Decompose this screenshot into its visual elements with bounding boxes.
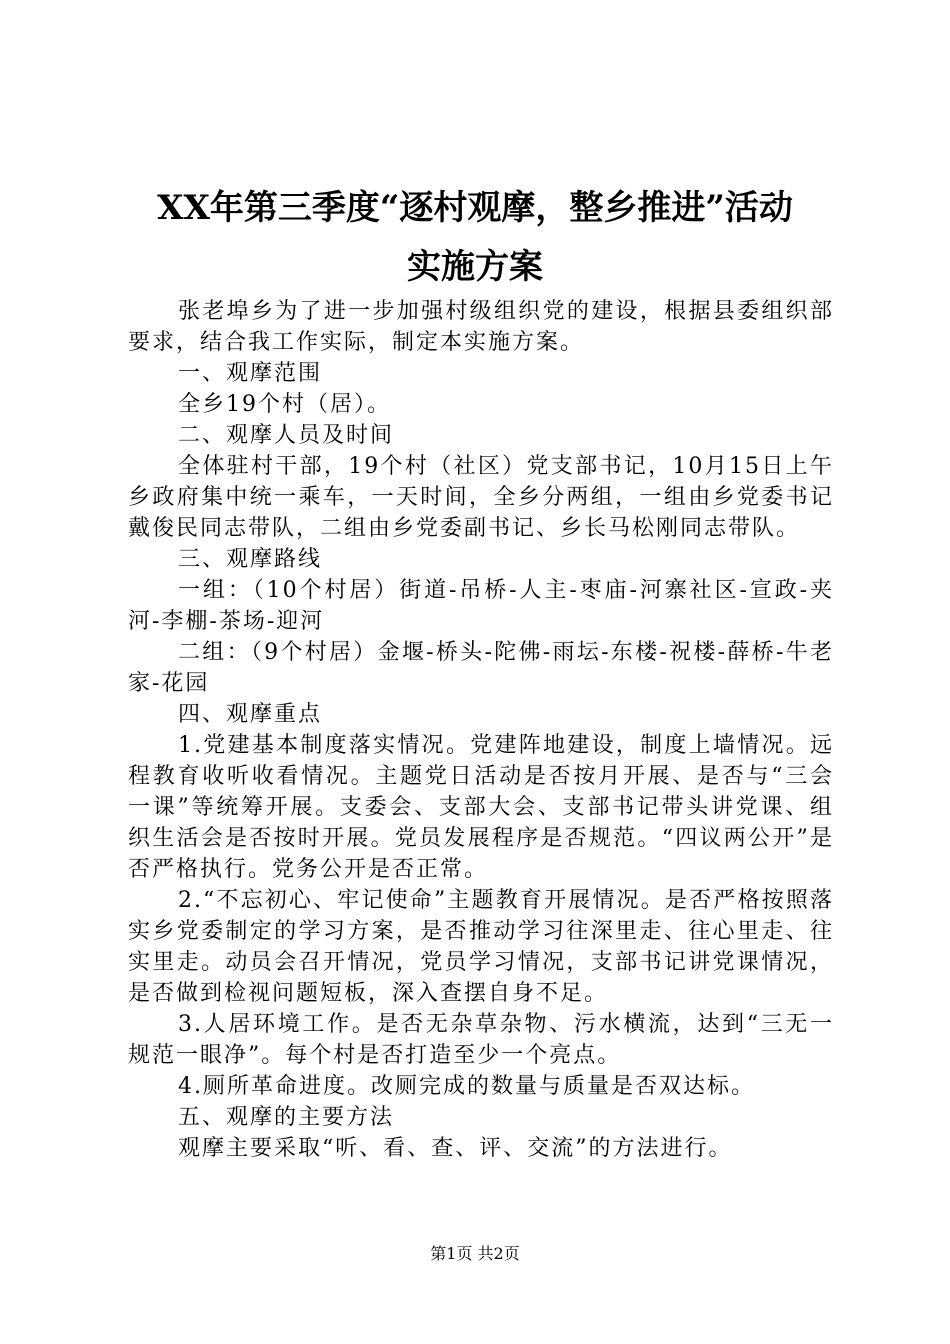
section-heading-focus: 四、观摩重点 [178, 702, 323, 727]
section-heading-personnel: 二、观摩人员及时间 [178, 423, 395, 448]
document-body [128, 296, 834, 1164]
route-group-1: 一组：（10个村居）街道-吊桥-人主-枣庙-河寨社区-宣政-夹河-李棚-茶场-迎河 [128, 578, 834, 634]
focus-item-1: 1.党建基本制度落实情况。党建阵地建设，制度上墙情况。远程教育收听收看情况。主题党日活动是否按月开展、是否与“三会一课”等统筹开展。支委会、支部大会、支部书记带头讲党课、组织生活会是否按时开展。党员发展程序是否规范。“四议两公开”是否严格执行。党务公开是否正常。 [128, 733, 834, 882]
intro-paragraph: 张老埠乡为了进一步加强村级组织党的建设，根据县委组织部要求，结合我工作实际，制定本实施方案。 [128, 299, 834, 355]
personnel-paragraph: 全体驻村干部，19个村（社区）党支部书记，10月15日上午乡政府集中统一乘车，一天时间，全乡分两组，一组由乡党委书记戴俊民同志带队，二组由乡党委副书记、乡长马松刚同志带队。 [128, 454, 834, 541]
document-title-line-1: XX年第三季度“逐村观摩，整乡推进”活动 [157, 188, 793, 228]
page-footer: 第1页 共2页 [430, 1244, 520, 1263]
focus-item-4: 4.厕所革命进度。改厕完成的数量与质量是否双达标。 [178, 1074, 755, 1099]
document-title-line-2: 实施方案 [407, 247, 543, 287]
focus-item-2: 2.“不忘初心、牢记使命”主题教育开展情况。是否严格按照落实乡党委制定的学习方案，是否推动学习往深里走、往心里走、往实里走。动员会召开情况，党员学习情况，支部书记讲党课情况，是否做到检视问题短板，深入查摆自身不足。 [128, 888, 834, 1006]
section-heading-route: 三、观摩路线 [178, 547, 323, 572]
section-heading-scope: 一、观摩范围 [178, 361, 323, 386]
route-group-2: 二组：（9个村居）金堰-桥头-陀佛-雨坛-东楼-祝楼-薛桥-牛老家-花园 [128, 640, 834, 696]
focus-item-3: 3.人居环境工作。是否无杂草杂物、污水横流，达到“三无一规范一眼净”。每个村是否打造至少一个亮点。 [128, 1012, 834, 1068]
section-heading-methods: 五、观摩的主要方法 [178, 1105, 395, 1130]
scope-paragraph: 全乡19个村（居）。 [178, 392, 391, 417]
methods-paragraph: 观摩主要采取“听、看、查、评、交流”的方法进行。 [178, 1136, 733, 1161]
